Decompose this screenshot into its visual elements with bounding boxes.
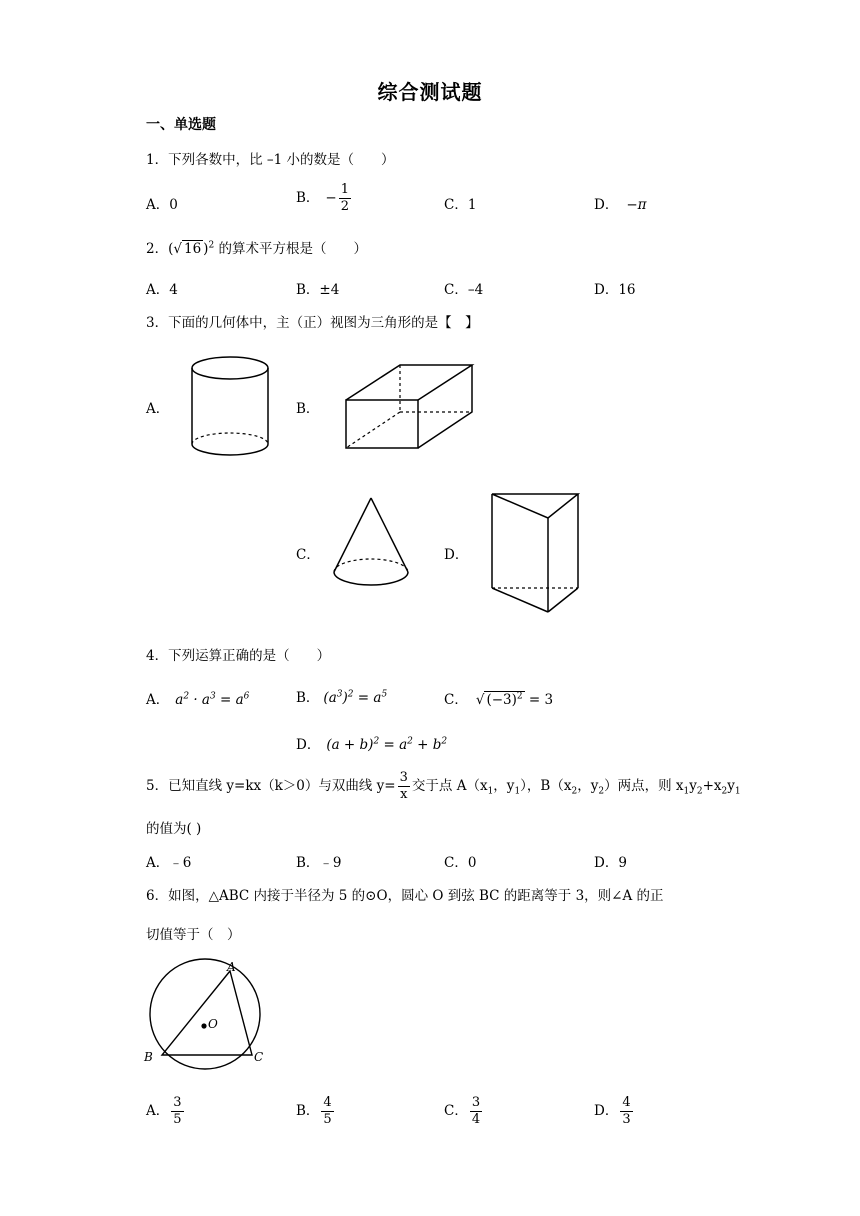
q6-option-b bbox=[296, 1095, 336, 1128]
question-5-stem-line-1: 5．已知直线 y=kx（k＞0）与双曲线 y= $\frac{3}{x}$ 交于点 $A(x_1$，$y_1$），$B(x_2$，$y_2$）两点，则 $x_1y_2+x_2y_1$ bbox=[146, 770, 741, 802]
cuboid-figure bbox=[340, 360, 480, 455]
q6-option-d-prefix: D． bbox=[594, 1103, 619, 1119]
fraction-denominator: 4 bbox=[471, 1112, 481, 1127]
q3-option-b-label: B． bbox=[296, 401, 320, 417]
fraction-denominator: 3 bbox=[622, 1112, 631, 1127]
fraction-denominator: 5 bbox=[173, 1112, 182, 1127]
section-heading: 一、单选题 bbox=[146, 117, 216, 133]
q3-option-d-label: D． bbox=[444, 547, 469, 563]
q5-option-b: B．﹣9 bbox=[296, 855, 342, 871]
q1-option-c: C．1 bbox=[444, 197, 477, 213]
question-6-stem-line-2: 切值等于（ ） bbox=[146, 927, 241, 943]
label-o: O bbox=[208, 1017, 218, 1031]
fraction-numerator: 3 bbox=[173, 1095, 182, 1110]
fraction-numerator: 4 bbox=[323, 1095, 332, 1110]
fraction-numerator: 4 bbox=[622, 1095, 631, 1110]
q2-stem-suffix: 的算术平方根是（ ） bbox=[214, 241, 367, 257]
q4-option-c-prefix: C． bbox=[444, 692, 468, 708]
q4-option-a bbox=[146, 688, 249, 708]
q6-option-c bbox=[444, 1095, 484, 1128]
q6-option-c-prefix: C． bbox=[444, 1103, 468, 1119]
question-2-stem bbox=[146, 237, 367, 257]
question-5-stem-line-2: 的值为( ) bbox=[146, 821, 202, 837]
q5-option-a: A．﹣6 bbox=[146, 855, 192, 871]
q4-option-a-prefix: A． bbox=[146, 692, 170, 708]
question-4-stem: 4．下列运算正确的是（ ） bbox=[146, 648, 331, 664]
q3-option-a-label: A． bbox=[146, 401, 170, 417]
q4-option-d bbox=[296, 733, 447, 753]
q1-option-d-prefix: D． bbox=[594, 197, 619, 213]
q4-option-b bbox=[296, 686, 387, 706]
cone-figure bbox=[330, 494, 416, 590]
label-b: B bbox=[144, 1050, 153, 1064]
q6-option-c-fraction bbox=[470, 1095, 482, 1128]
q6-option-a bbox=[146, 1095, 186, 1128]
q6-option-a-fraction bbox=[171, 1095, 183, 1128]
q1-option-b-sign: − bbox=[325, 190, 337, 206]
q2-option-a: A．4 bbox=[146, 282, 178, 298]
q6-option-d bbox=[594, 1095, 635, 1128]
q6-option-b-prefix: B． bbox=[296, 1103, 320, 1119]
q4-option-b-expression: $(a^3)^2 = a^5$ bbox=[323, 689, 388, 706]
q2-stem-prefix: 2． bbox=[146, 241, 169, 257]
q2-option-d: D．16 bbox=[594, 282, 636, 298]
label-a: A bbox=[227, 960, 236, 974]
q4-option-d-prefix: D． bbox=[296, 737, 321, 753]
q4-option-a-expression: $a^2 \cdot a^3 = a^6$ bbox=[175, 691, 250, 708]
cylinder-figure bbox=[186, 352, 276, 462]
fraction-numerator: 1 bbox=[340, 182, 350, 197]
q3-option-c-label: C． bbox=[296, 547, 320, 563]
q2-close-paren: ) bbox=[203, 241, 209, 257]
fraction-denominator: 5 bbox=[323, 1112, 332, 1127]
circle-triangle-figure bbox=[140, 958, 270, 1070]
sqrt-sign: √ bbox=[173, 241, 182, 257]
q1-option-d bbox=[594, 193, 647, 213]
q1-option-a: A．0 bbox=[146, 197, 178, 213]
document-title: 综合测试题 bbox=[377, 80, 483, 104]
q2-option-b: B．±4 bbox=[296, 282, 340, 298]
q5-fraction bbox=[398, 770, 410, 803]
fraction-numerator: 3 bbox=[399, 770, 408, 785]
q5-option-c: C．0 bbox=[444, 855, 477, 871]
question-6-stem-line-1: 6．如图，△ABC 内接于半径为 5 的⊙O，圆心 O 到弦 BC 的距离等于 3，则∠A 的正 bbox=[146, 888, 664, 904]
q1-option-d-value: −π bbox=[626, 197, 647, 213]
question-1-stem: 1．下列各数中，比 –1 小的数是（ ） bbox=[146, 152, 395, 168]
label-c: C bbox=[254, 1050, 264, 1064]
q4-option-c bbox=[444, 688, 553, 708]
q2-option-c: C．–4 bbox=[444, 282, 484, 298]
q6-option-b-fraction bbox=[321, 1095, 333, 1128]
q4-option-d-expression: $(a + b)^2 = a^2 + b^2$ bbox=[326, 736, 448, 753]
fraction-denominator: 2 bbox=[340, 199, 350, 214]
q6-option-d-fraction bbox=[620, 1095, 632, 1128]
triangular-prism-figure bbox=[488, 490, 584, 618]
q2-radicand: 16 bbox=[183, 241, 202, 257]
q2-open-paren: ( bbox=[168, 241, 174, 257]
q2-exponent: 2 bbox=[208, 240, 215, 251]
q1-option-b bbox=[296, 182, 353, 215]
fraction-denominator: x bbox=[400, 787, 408, 802]
q4-option-c-expression: √ $(-3)^2 = 3$ bbox=[475, 691, 554, 708]
q5-stem-part-2: 交于点 A（x bbox=[411, 778, 488, 794]
q1-option-b-fraction bbox=[339, 182, 351, 215]
q4-option-b-prefix: B． bbox=[296, 690, 320, 706]
q1-option-b-prefix: B． bbox=[296, 190, 320, 206]
fraction-numerator: 3 bbox=[471, 1095, 481, 1110]
q5-option-d: D．9 bbox=[594, 855, 627, 871]
question-3-stem: 3．下面的几何体中，主（正）视图为三角形的是【 】 bbox=[146, 315, 479, 331]
q5-stem-part-1: 5．已知直线 y=kx（k＞0）与双曲线 y= bbox=[146, 778, 396, 794]
q6-option-a-prefix: A． bbox=[146, 1103, 170, 1119]
